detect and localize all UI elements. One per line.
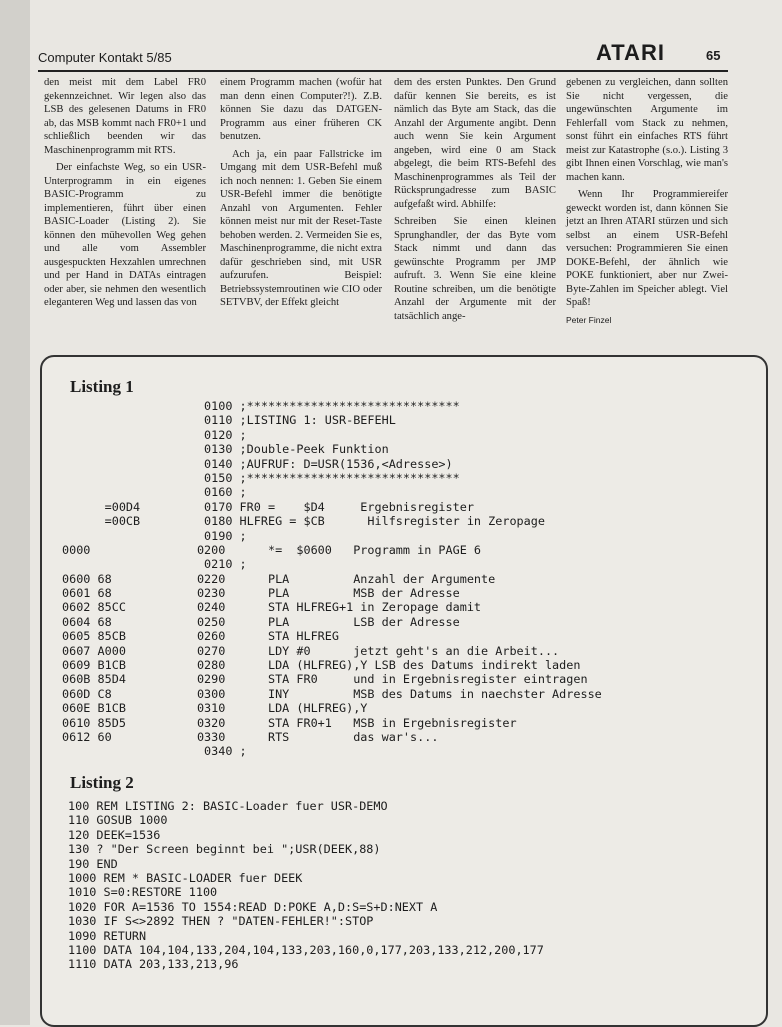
article-text <box>38 76 726 348</box>
text-column-3 <box>394 76 556 327</box>
code-line: 100 REM LISTING 2: BASIC-Loader fuer USR-DEMO <box>68 799 388 813</box>
code-line: 0100 ;****************************** <box>62 399 460 413</box>
code-line: 1110 DATA 203,133,213,96 <box>68 957 239 972</box>
code-line: 120 DEEK=1536 <box>68 827 161 842</box>
code-line: 0340 ; <box>62 744 247 759</box>
listings-box <box>40 355 768 1027</box>
code-line: 1010 S=0:RESTORE 1100 <box>68 885 218 900</box>
code-line: 0130 ;Double-Peek Funktion <box>62 442 389 457</box>
code-line: 1000 REM * BASIC-LOADER fuer DEEK <box>68 870 303 885</box>
code-line: 060B 85D4 0290 STA FR0 und in Ergebnisregister eintragen <box>62 672 588 687</box>
listing-1-code <box>62 399 602 759</box>
code-line: 0612 60 0330 RTS das war's... <box>62 729 439 744</box>
code-line: 0150 ;****************************** <box>62 470 460 485</box>
text-column-1 <box>44 76 206 314</box>
code-line: 110 GOSUB 1000 <box>68 813 168 828</box>
code-line: 060D C8 0300 INY MSB des Datums in naechster Adresse <box>62 686 602 701</box>
paragraph: Ach ja, ein paar Fallstricke im Umgang mit dem USR-Befehl muß ich noch nennen: 1. Geben Sie einem USR-Befehl immer die benötigte Anzahl von Argumenten. Fehler können meist nur mit der Reset-Taste behoben werden. 2. Vermeiden Sie es, Maschinenprogramme, die nicht extra dafür geschrieben sind, mit USR aufzurufen. Beispiel: Betriebssystemroutinen wie CIO oder SETVBV, der Effekt gleicht <box>220 148 382 308</box>
listing-1-title: Listing 1 <box>70 377 134 396</box>
code-line: =00CB 0180 HLFREG = $CB Hilfsregister in Zeropage <box>62 514 545 529</box>
text-column-4 <box>566 76 728 327</box>
paragraph: einem Programm machen (wofür hat man denn einen Computer?!). Z.B. können Sie dazu das DATGEN-Programm aus einer früheren CK benutzen. <box>220 77 382 142</box>
paragraph: den meist mit dem Label FR0 gekennzeichnet. Wir legen also das LSB des gelesenen Datums in FR0 ab, das MSB kommt nach FR0+1 und schließlich beenden wir das Maschinenprogramm mit RTS. <box>44 77 206 156</box>
code-line: 1030 IF S<>2892 THEN ? "DATEN-FEHLER!":STOP <box>68 914 374 929</box>
code-line: 0604 68 0250 PLA LSB der Adresse <box>62 614 460 629</box>
code-line: 0110 ;LISTING 1: USR-BEFEHL <box>62 413 396 428</box>
header-rule <box>38 70 728 72</box>
code-line: 0605 85CB 0260 STA HLFREG <box>62 629 339 644</box>
code-line: 0120 ; <box>62 427 247 442</box>
code-line: 0610 85D5 0320 STA FR0+1 MSB in Ergebnisregister <box>62 715 517 730</box>
code-line: 060E B1CB 0310 LDA (HLFREG),Y <box>62 701 368 716</box>
text-column-2 <box>220 76 382 314</box>
code-line: 0600 68 0220 PLA Anzahl der Argumente <box>62 571 496 586</box>
code-line: 0140 ;AUFRUF: D=USR(1536,<Adresse>) <box>62 456 453 471</box>
code-line: 0160 ; <box>62 485 247 500</box>
code-line: 0607 A000 0270 LDY #0 jetzt geht's an die Arbeit... <box>62 643 560 658</box>
paragraph: Schreiben Sie einen kleinen Sprunghandler, der das Byte vom Stack nimmt und dann das gewünschte Programm per JMP aufruft. 3. Wenn Sie eine kleine Routine schreiben, um die benötigte Anzahl der Argumente mit der tatsächlich ange- <box>394 216 556 322</box>
page-binding-edge <box>0 0 30 1025</box>
code-line: 1100 DATA 104,104,133,204,104,133,203,160,0,177,203,133,212,200,177 <box>68 942 544 957</box>
code-line: 0210 ; <box>62 557 247 572</box>
page-header <box>38 40 728 70</box>
code-line: =00D4 0170 FR0 = $D4 Ergebnisregister <box>62 499 474 514</box>
code-line: 1090 RETURN <box>68 928 147 943</box>
paragraph: dem des ersten Punktes. Den Grund dafür kennen Sie bereits, es ist nämlich das Byte am Stack, das die Anzahl der Argumente angibt. Denn auch wenn Sie kein Argument angeben, wird eine 0 am Stack abgelegt, die beim RTS-Befehl des Maschinenprogrammes als Teil der Rücksprungadresse zum BASIC aufgefaßt wird. Abhilfe: <box>394 77 556 210</box>
listing-2-code <box>68 799 544 972</box>
paragraph: Wenn Ihr Programmiereifer geweckt worden ist, dann können Sie jetzt an Ihren ATARI stürzen und sich selbst an einem USR-Befehl versuchen: Programmieren Sie einen DOKE-Befehl, der ähnlich wie POKE funktioniert, aber nur Zwei-Byte-Zahlen im Speicher ablegt. Viel Spaß! <box>566 189 728 308</box>
code-line: 130 ? "Der Screen beginnt bei ";USR(DEEK,88) <box>68 842 381 857</box>
page-number: 65 <box>706 48 721 63</box>
code-line: 1020 FOR A=1536 TO 1554:READ D:POKE A,D:S=S+D:NEXT A <box>68 899 438 914</box>
code-line: 0000 0200 *= $0600 Programm in PAGE 6 <box>62 542 482 557</box>
paragraph: Der einfachste Weg, so ein USR-Unterprogramm in ein eigenes BASIC-Programm zu implementieren, führt über einen BASIC-Loader (Listing 2). Sie können den mühevollen Weg gehen und alle vom Assembler ausgespuckten Hexzahlen umrechnen und per Hand in DATAs eintragen oder aber, sie nehmen den wesentlich eleganteren Weg und lassen das von <box>44 162 206 308</box>
code-line: 190 END <box>68 856 118 871</box>
listing-2-title: Listing 2 <box>70 773 134 792</box>
code-line: 0609 B1CB 0280 LDA (HLFREG),Y LSB des Datums indirekt laden <box>62 658 581 673</box>
section-brand: ATARI <box>596 40 665 65</box>
code-line: 0601 68 0230 PLA MSB der Adresse <box>62 586 460 601</box>
code-line: 0190 ; <box>62 528 247 543</box>
magazine-issue: Computer Kontakt 5/85 <box>38 50 172 65</box>
author-name: Peter Finzel <box>566 314 612 325</box>
paragraph: gebenen zu vergleichen, dann sollten Sie nicht vergessen, die ungewünschten Argumente im Fehlerfall vom Stack zu nehmen, sonst führt ein einfaches RTS führt meist zur Katastrophe (s.o.). Listing 3 gibt Ihnen einen Vorschlag, wie man's machen kann. <box>566 77 728 183</box>
code-line: 0602 85CC 0240 STA HLFREG+1 in Zeropage damit <box>62 600 482 615</box>
